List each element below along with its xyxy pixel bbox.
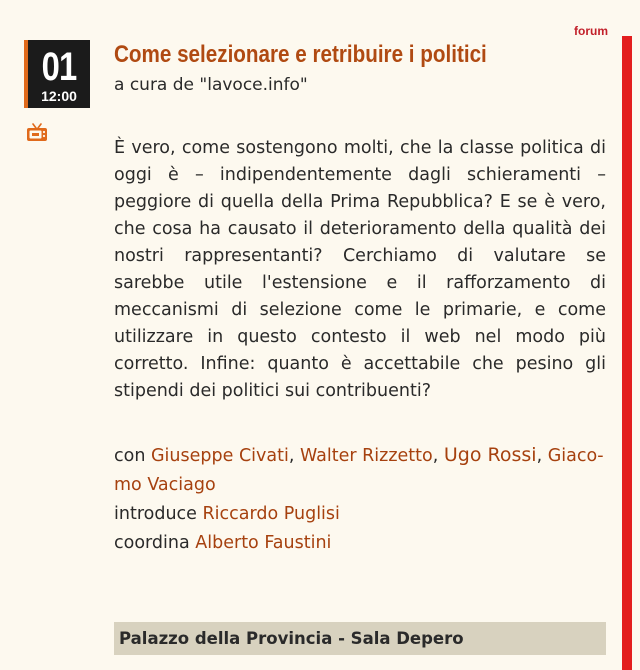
introducer-link[interactable]: Riccardo Puglisi [202,504,340,524]
event-subtitle: a cura de "lavoce.info" [114,75,308,95]
speaker-link[interactable]: Giacomo Vaciago [114,446,604,495]
coordinates-label: coordina [114,533,190,553]
introduces-line [114,500,606,529]
event-description: È vero, come sostengono molti, che la classe politica di oggi è – indipendentemente dagli schieramenti – peggiore di quella della Prima Repubblica? E se è vero, che cosa ha causato il deterioramento della qualità dei nostri rappresentanti? Cerchiamo di valutare se sarebbe utile l'estensione e il rafforzamento di meccanismi di selezione come le primarie, e come utilizzare in questo contesto il web nel modo più corretto. Infine: quanto è accettabile che pesino gli stipendi dei politici sui contribuenti? [114,138,606,401]
coordinates-line [114,529,606,558]
speaker-link[interactable]: Giuseppe Civati [151,446,289,466]
category-tag[interactable]: forum [574,24,608,38]
event-title[interactable]: Come selezionare e retribuire i politici [114,41,487,68]
introduces-label: introduce [114,504,197,524]
event-content [114,40,606,558]
date-time: 12:00 [41,88,77,104]
speaker-link[interactable]: Ugo Rossi [443,444,537,466]
right-accent-bar [622,36,632,670]
speakers-prefix: con [114,446,146,466]
tv-icon [26,123,48,143]
date-day: 01 [41,45,77,89]
coordinator-link[interactable]: Alberto Faustini [195,533,332,553]
date-badge [24,40,90,108]
venue-bar: Palazzo della Provincia - Sala Depero [114,622,606,655]
speakers-line: con Giuseppe Civati, Walter Rizzetto, Ugo Rossi, Giacomo Vaciago [114,444,604,495]
event-people [114,441,606,558]
speaker-link[interactable]: Walter Rizzetto [299,446,433,466]
